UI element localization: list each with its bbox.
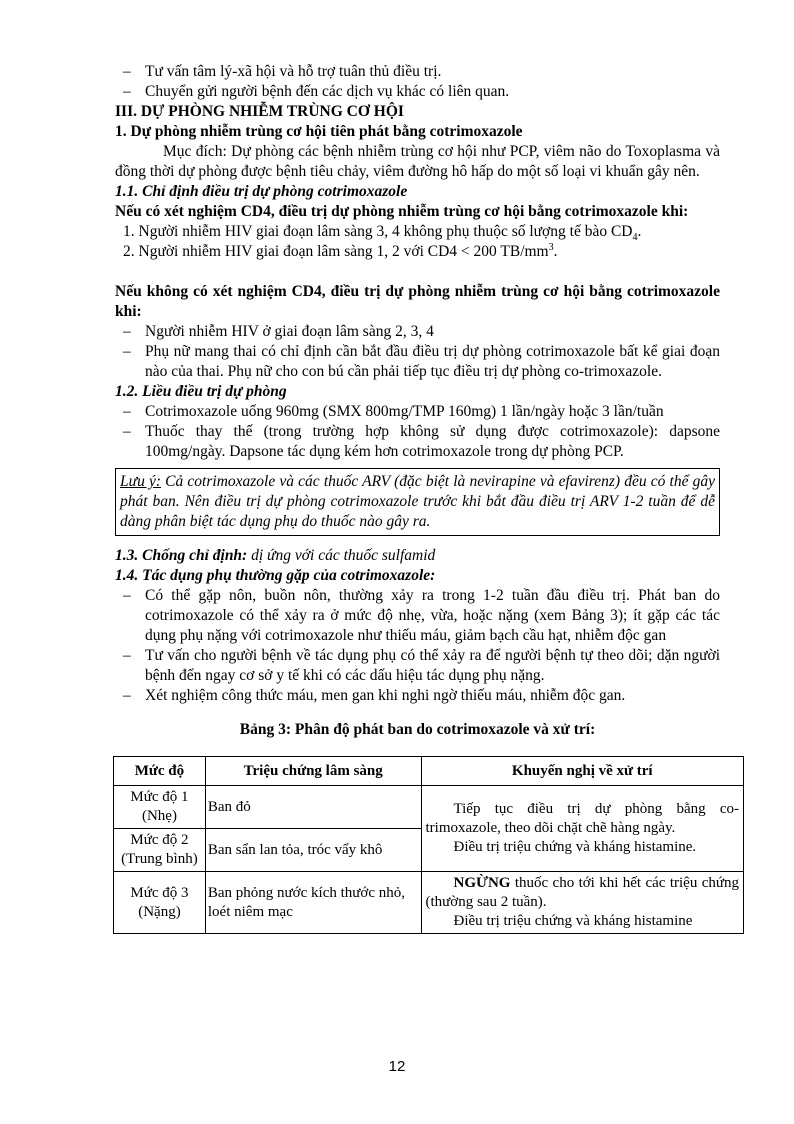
- list-item: – Tư vấn cho người bệnh về tác dụng phụ có thể xảy ra để người bệnh tự theo dõi; dặn người bệnh đến ngay cơ sở y tế khi có các dấu hiệu tác dụng phụ nặng.: [123, 647, 720, 684]
- cd4-item-2: 2. Người nhiễm HIV giai đoạn lâm sàng 1, 2 với CD4 < 200 $TB/mm^3$.: [123, 241, 558, 260]
- page-number: 12: [388, 1058, 406, 1075]
- note-box: [115, 468, 720, 536]
- recommendation-cell: Tiếp tục điều trị dự phòng bằng co-trimoxazole, theo dõi chặt chẽ hàng ngày. Điều trị triệu chứng và kháng histamine.: [421, 786, 744, 872]
- symptom-cell: Ban đỏ: [205, 786, 421, 829]
- table-row: [114, 872, 744, 934]
- subsection-1-1-title: 1.1. Chỉ định điều trị dự phòng cotrimoxazole: [115, 183, 408, 200]
- table-header-row: [114, 757, 744, 786]
- list-item: – Xét nghiệm công thức máu, men gan khi nghi ngờ thiếu máu, nhiễm độc gan.: [123, 687, 626, 704]
- list-item: – Có thể gặp nôn, buồn nôn, thường xảy ra trong 1-2 tuần đầu điều trị. Phát ban do cotrimoxazole có thể xảy ra ở mức độ nhẹ, vừa, hoặc nặng (xem Bảng 3); ít gặp các tác dụng phụ nặng với cotrimoxazole như thiếu máu, giảm bạch cầu hạt, nhiễm độc gan: [123, 587, 720, 644]
- rash-grading-table: [113, 756, 744, 934]
- list-item: – Phụ nữ mang thai có chỉ định cần bắt đầu điều trị dự phòng cotrimoxazole bất kể giai đoạn nào của thai. Phụ nữ cho con bú cần phải tiếp tục điều trị dự phòng co-trimoxazole.: [123, 343, 720, 380]
- subsection-1-3: 1.3. Chống chỉ định: dị ứng với các thuốc sulfamid: [115, 547, 436, 564]
- list-item: – Cotrimoxazole uống 960mg (SMX 800mg/TMP 160mg) 1 lần/ngày hoặc 3 lần/tuần: [123, 403, 664, 420]
- note-label: Lưu ý:: [120, 473, 162, 490]
- level-cell: Mức độ 3 (Nặng): [114, 872, 206, 934]
- list-item: – Chuyển gửi người bệnh đến các dịch vụ khác có liên quan.: [123, 83, 510, 100]
- subsection-1-2-title: 1.2. Liều điều trị dự phòng: [115, 383, 287, 400]
- recommendation-cell: NGỪNG thuốc cho tới khi hết các triệu chứng (thường sau 2 tuần). Điều trị triệu chứng và kháng histamine: [421, 872, 744, 934]
- level-cell: Mức độ 2 (Trung bình): [114, 829, 206, 872]
- list-item: – Người nhiễm HIV ở giai đoạn lâm sàng 2, 3, 4: [123, 323, 434, 340]
- subsection-1-4-title: 1.4. Tác dụng phụ thường gặp của cotrimoxazole:: [115, 567, 436, 584]
- table-row: [114, 786, 744, 829]
- column-header-level: Mức độ: [114, 757, 206, 786]
- table-caption: Bảng 3: Phân độ phát ban do cotrimoxazole và xử trí:: [239, 721, 596, 738]
- list-item: – Thuốc thay thế (trong trường hợp không sử dụng được cotrimoxazole): dapsone 100mg/ngày. Dapsone tác dụng kém hơn cotrimoxazole trong dự phòng PCP.: [123, 423, 720, 460]
- list-item: – Tư vấn tâm lý-xã hội và hỗ trợ tuân thủ điều trị.: [123, 63, 442, 80]
- column-header-recommendation: Khuyến nghị về xử trí: [421, 757, 744, 786]
- column-header-symptoms: Triệu chứng lâm sàng: [205, 757, 421, 786]
- section-title: III. DỰ PHÒNG NHIỄM TRÙNG CƠ HỘI: [115, 103, 404, 120]
- symptom-cell: Ban phỏng nước kích thước nhỏ, loét niêm mạc: [205, 872, 421, 934]
- purpose-paragraph: Mục đích: Dự phòng các bệnh nhiễm trùng cơ hội như PCP, viêm não do Toxoplasma và đồng thời dự phòng được bệnh tiêu chảy, viêm đường hô hấp do một số loại vi khuẩn gây nên.: [115, 143, 720, 180]
- no-cd4-heading: Nếu không có xét nghiệm CD4, điều trị dự phòng nhiễm trùng cơ hội bằng cotrimoxazole khi:: [115, 283, 720, 320]
- page-content: [115, 62, 739, 934]
- note-text: Cả cotrimoxazole và các thuốc ARV (đặc biệt là nevirapine và efavirenz) đều có thể gây phát ban. Nên điều trị dự phòng cotrimoxazole trước khi bắt đầu điều trị ARV 1-2 tuần để dễ dàng phân biệt tác dụng phụ do thuốc nào gây ra.: [120, 473, 715, 530]
- cd4-item-1: 1. Người nhiễm HIV giai đoạn lâm sàng 3, 4 không phụ thuộc số lượng tế bào $CD_4$.: [123, 223, 642, 244]
- cd4-heading: Nếu có xét nghiệm CD4, điều trị dự phòng nhiễm trùng cơ hội bằng cotrimoxazole khi:: [115, 203, 689, 220]
- subsection-1-title: 1. Dự phòng nhiễm trùng cơ hội tiên phát bằng cotrimoxazole: [115, 123, 523, 140]
- level-cell: Mức độ 1 (Nhẹ): [114, 786, 206, 829]
- symptom-cell: Ban sẩn lan tỏa, tróc vẩy khô: [205, 829, 421, 872]
